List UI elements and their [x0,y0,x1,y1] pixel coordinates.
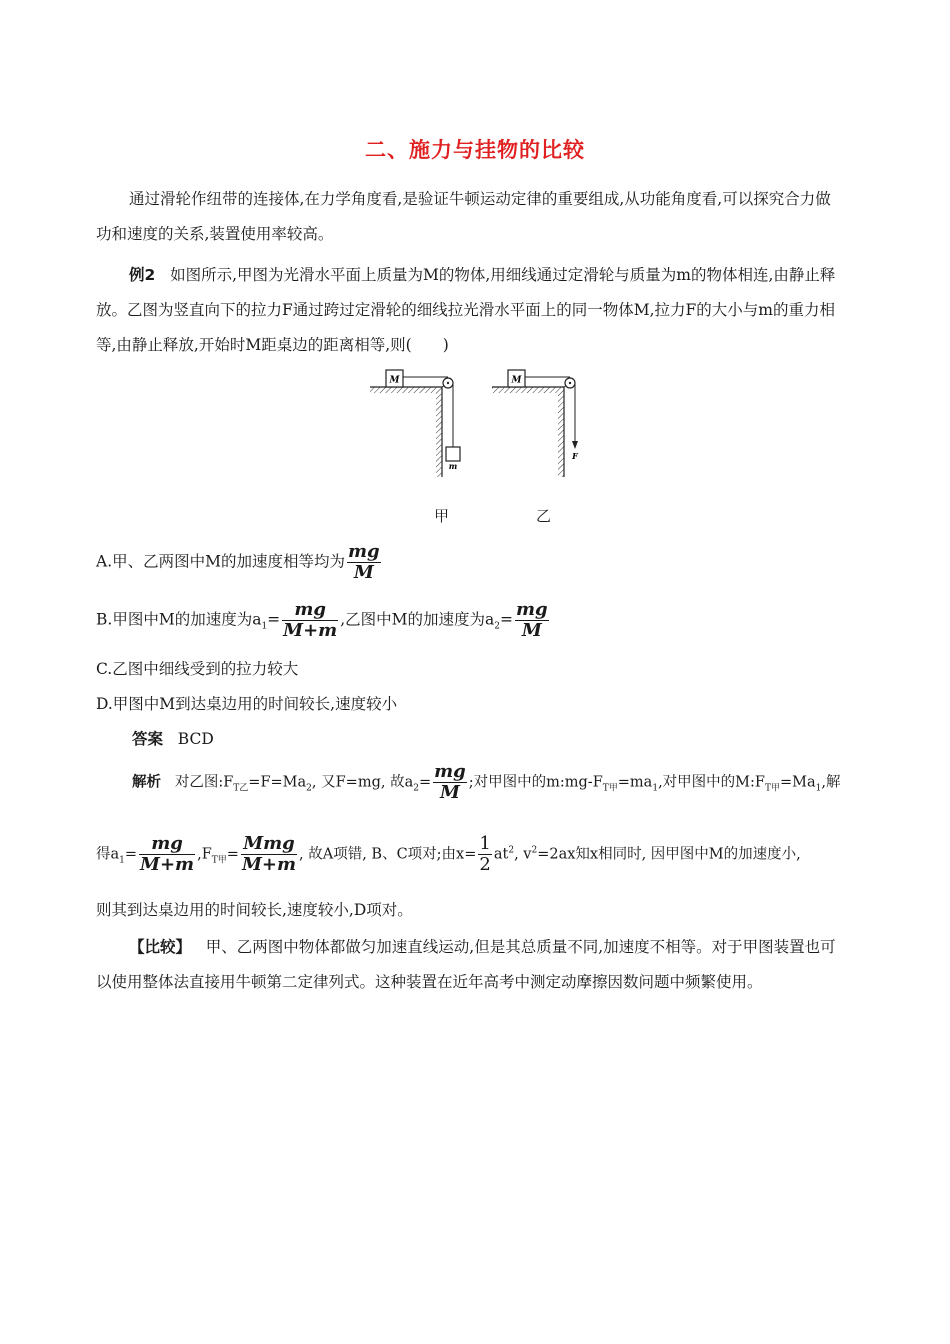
force-arrow-icon [572,441,578,449]
example-text: 如图所示,甲图为光滑水平面上质量为M的物体,用细线通过定滑轮与质量为m的物体相连,由静止释放。乙图为竖直向下的拉力F通过跨过定滑轮的细线拉光滑水平面上的同一物体M,拉力F的大小与m的重力相等,由静止释放,开始时M距桌边的距离相等,则( ) [96,266,836,354]
section-title: 二、施力与挂物的比较 [365,138,585,162]
fraction: $\frac{mg}{M}$ [348,541,380,583]
analysis-line-3: 则其到达桌边用的时间较长,速度较小,D项对。 [96,901,413,919]
mass-small-label: m [448,461,458,471]
intro-paragraph: 通过滑轮作纽带的连接体,在力学角度看,是验证牛顿运动定律的重要组成,从功能角度看,可以探究合力做功和速度的关系,装置使用率较高。 [96,190,831,243]
analysis-line-2: 得$a_1=$ $\frac{mg}{M+m}$ $,F_{T甲}=$ $\frac{\text{Mmg}}{M+m}$ , 故A项错, B、C项对;由x= $\frac{1}{2}$ $at^2$, $v^2=2ax$知x相同时, 因甲图中M的加速度小, [96,833,801,875]
caption-jia: 甲 [434,507,450,525]
option-a: A.甲、乙两图中M的加速度相等均为 $\frac{mg}{M}$ [96,541,380,583]
analysis-label: 解析 [132,774,161,791]
option-b: B.甲图中M的加速度为$a_1=$ $\frac{mg}{M+m}$ ,乙图中M的加速度为$a_2=$ $\frac{mg}{M}$ [96,599,548,641]
compare-label: 【比较】 [129,938,192,956]
mass-big-label: M [389,375,400,386]
figure-yi [492,370,579,477]
fraction: $\frac{mg}{M}$ [516,599,548,641]
example-paragraph [96,258,841,363]
figure-jia [370,370,460,477]
force-label: F [572,451,578,461]
pulley-figure [368,365,588,480]
mass-big-label-yi: M [511,375,522,386]
answer-label: 答案 [132,730,164,748]
option-d: D.甲图中M到达桌边用的时间较长,速度较小 [96,695,398,713]
analysis-line-1: 解析 对乙图$:F_{T乙}=F=Ma_2$, 又F=mg, 故$a_2=$ $\frac{mg}{M}$ ;对甲图中的$m:mg-F_{T甲}=ma_1$,对甲图中的$M:F_{T甲}=Ma_1$,解 [132,761,841,803]
fraction: $\frac{1}{2}$ [479,833,491,875]
caption-yi: 乙 [536,507,552,525]
example-label: 例2 [129,266,156,284]
compare-paragraph [96,930,841,1000]
fraction: $\frac{mg}{M}$ [434,761,466,803]
option-c: C.乙图中细线受到的拉力较大 [96,660,299,678]
answer-line [132,727,214,749]
fraction: $\frac{mg}{M+m}$ [140,833,195,875]
answer-value: BCD [177,730,214,748]
fraction: $\frac{\text{Mmg}}{M+m}$ [241,833,297,875]
compare-text: 甲、乙两图中物体都做匀加速直线运动,但是其总质量不同,加速度不相等。对于甲图装置也可以使用整体法直接用牛顿第二定律列式。这种装置在近年高考中测定动摩擦因数问题中频繁使用。 [96,938,836,991]
fraction: $\frac{mg}{M+m}$ [283,599,338,641]
mass-small-m [446,447,460,461]
